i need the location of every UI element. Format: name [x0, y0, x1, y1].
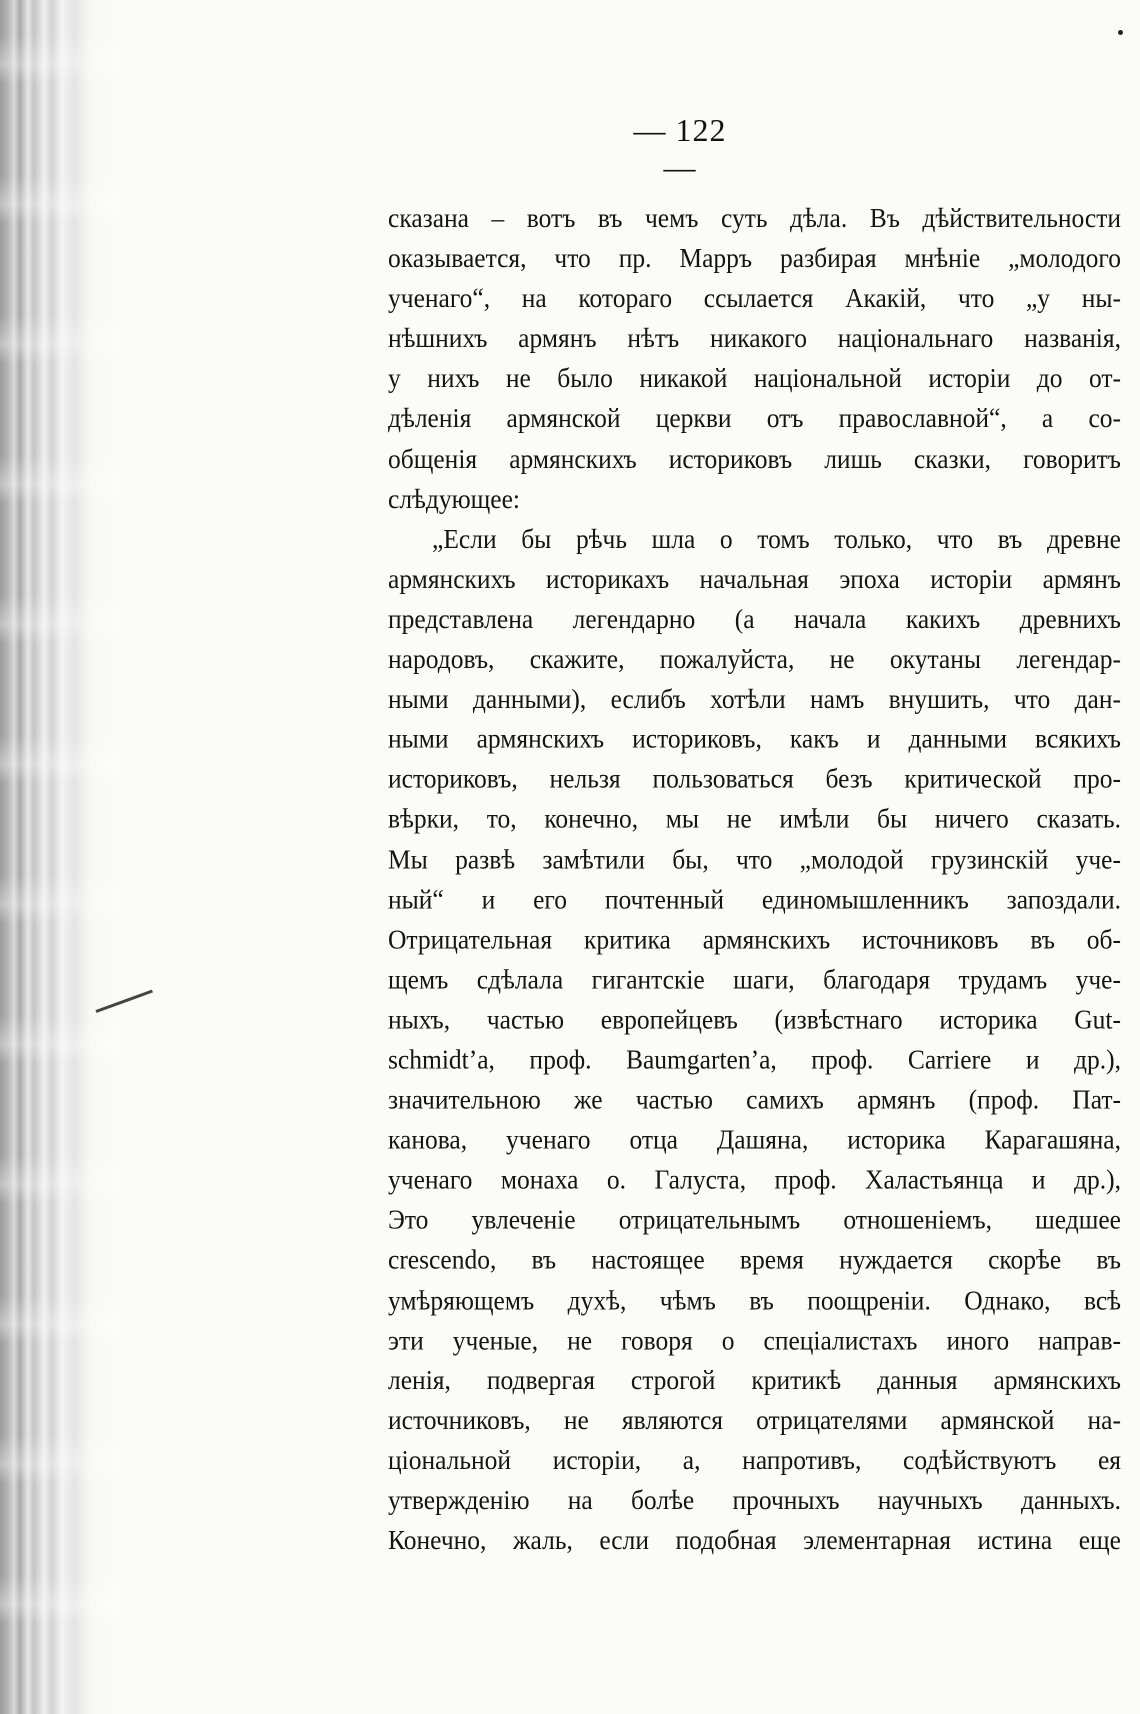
text-line: ными армянскихъ историковъ, какъ и данными всякихъ	[388, 723, 1121, 755]
text-line: вѣрки, то, конечно, мы не имѣли бы ничего сказать.	[388, 803, 1121, 835]
text-line: ціональной исторіи, а, напротивъ, содѣйствуютъ ея	[388, 1444, 1121, 1476]
text-line: ныхъ, частью европейцевъ (извѣстнаго историка Gut-	[388, 1003, 1121, 1035]
text-line: умѣряющемъ духѣ, чѣмъ въ поощреніи. Однако, всѣ	[388, 1283, 1121, 1316]
body-text	[388, 198, 1121, 1560]
text-line: ленія, подвергая строгой критикѣ данныя армянскихъ	[388, 1364, 1121, 1396]
text-line: ный“ и его почтенный единомышленникъ запоздали.	[388, 883, 1121, 915]
text-line: сказана – вотъ въ чемъ суть дѣла. Въ дѣйствительности	[388, 202, 1121, 234]
text-line: представлена легендарно (а начала какихъ древнихъ	[388, 602, 1121, 635]
text-line: ными данными), еслибъ хотѣли намъ внушить, что дан-	[388, 683, 1121, 715]
text-line: Это увлеченіе отрицательнымъ отношеніемъ, шедшее	[388, 1203, 1121, 1236]
text-line: народовъ, скажите, пожалуйста, не окутаны легендар-	[388, 642, 1121, 675]
text-line: crescendo, въ настоящее время нуждается скорѣе въ	[388, 1243, 1121, 1276]
text-line: щемъ сдѣлала гигантскіе шаги, благодаря трудамъ уче-	[388, 963, 1121, 995]
text-line: значительною же частью самихъ армянъ (проф. Пат-	[388, 1083, 1121, 1115]
text-line: оказывается, что пр. Марръ разбирая мнѣніе „молодого	[388, 242, 1121, 274]
text-line: у нихъ не было никакой національной исторіи до от-	[388, 362, 1121, 394]
corner-dot	[1118, 30, 1123, 35]
text-line: Конечно, жаль, если подобная элементарная истина еще	[388, 1524, 1121, 1556]
page-gutter-shadow	[0, 0, 120, 1714]
text-line: историковъ, нельзя пользоваться безъ критической про-	[388, 763, 1121, 795]
text-line: ученаго“, на котораго ссылается Акакій, что „у ны-	[388, 282, 1121, 314]
text-line: армянскихъ историкахъ начальная эпоха исторіи армянъ	[388, 562, 1121, 595]
text-line: источниковъ, не являются отрицателями армянской на-	[388, 1404, 1121, 1436]
text-line: эти ученые, не говоря о спеціалистахъ иного направ-	[388, 1324, 1121, 1356]
text-line: утвержденію на болѣе прочныхъ научныхъ данныхъ.	[388, 1484, 1121, 1516]
text-line: канова, ученаго отца Дашяна, историка Карагашяна,	[388, 1123, 1121, 1156]
text-line: Отрицательная критика армянскихъ источниковъ въ об-	[388, 923, 1121, 955]
text-line: Мы развѣ замѣтили бы, что „молодой грузинскій уче-	[388, 843, 1121, 875]
text-line: ученаго монаха о. Галуста, проф. Халастьянца и др.),	[388, 1163, 1121, 1196]
text-line: „Если бы рѣчь шла о томъ только, что въ древне	[432, 522, 1121, 555]
text-line: schmidt’a, проф. Baumgarten’a, проф. Carriere и др.),	[388, 1043, 1121, 1075]
page-number: — 122 —	[633, 112, 727, 185]
text-line: общенія армянскихъ историковъ лишь сказки, говоритъ	[388, 442, 1121, 475]
text-line: нѣшнихъ армянъ нѣтъ никакого національнаго названія,	[388, 322, 1121, 354]
text-line: дѣленія армянской церкви отъ православной“, а со-	[388, 402, 1121, 434]
text-line: слѣдующее:	[388, 482, 521, 515]
